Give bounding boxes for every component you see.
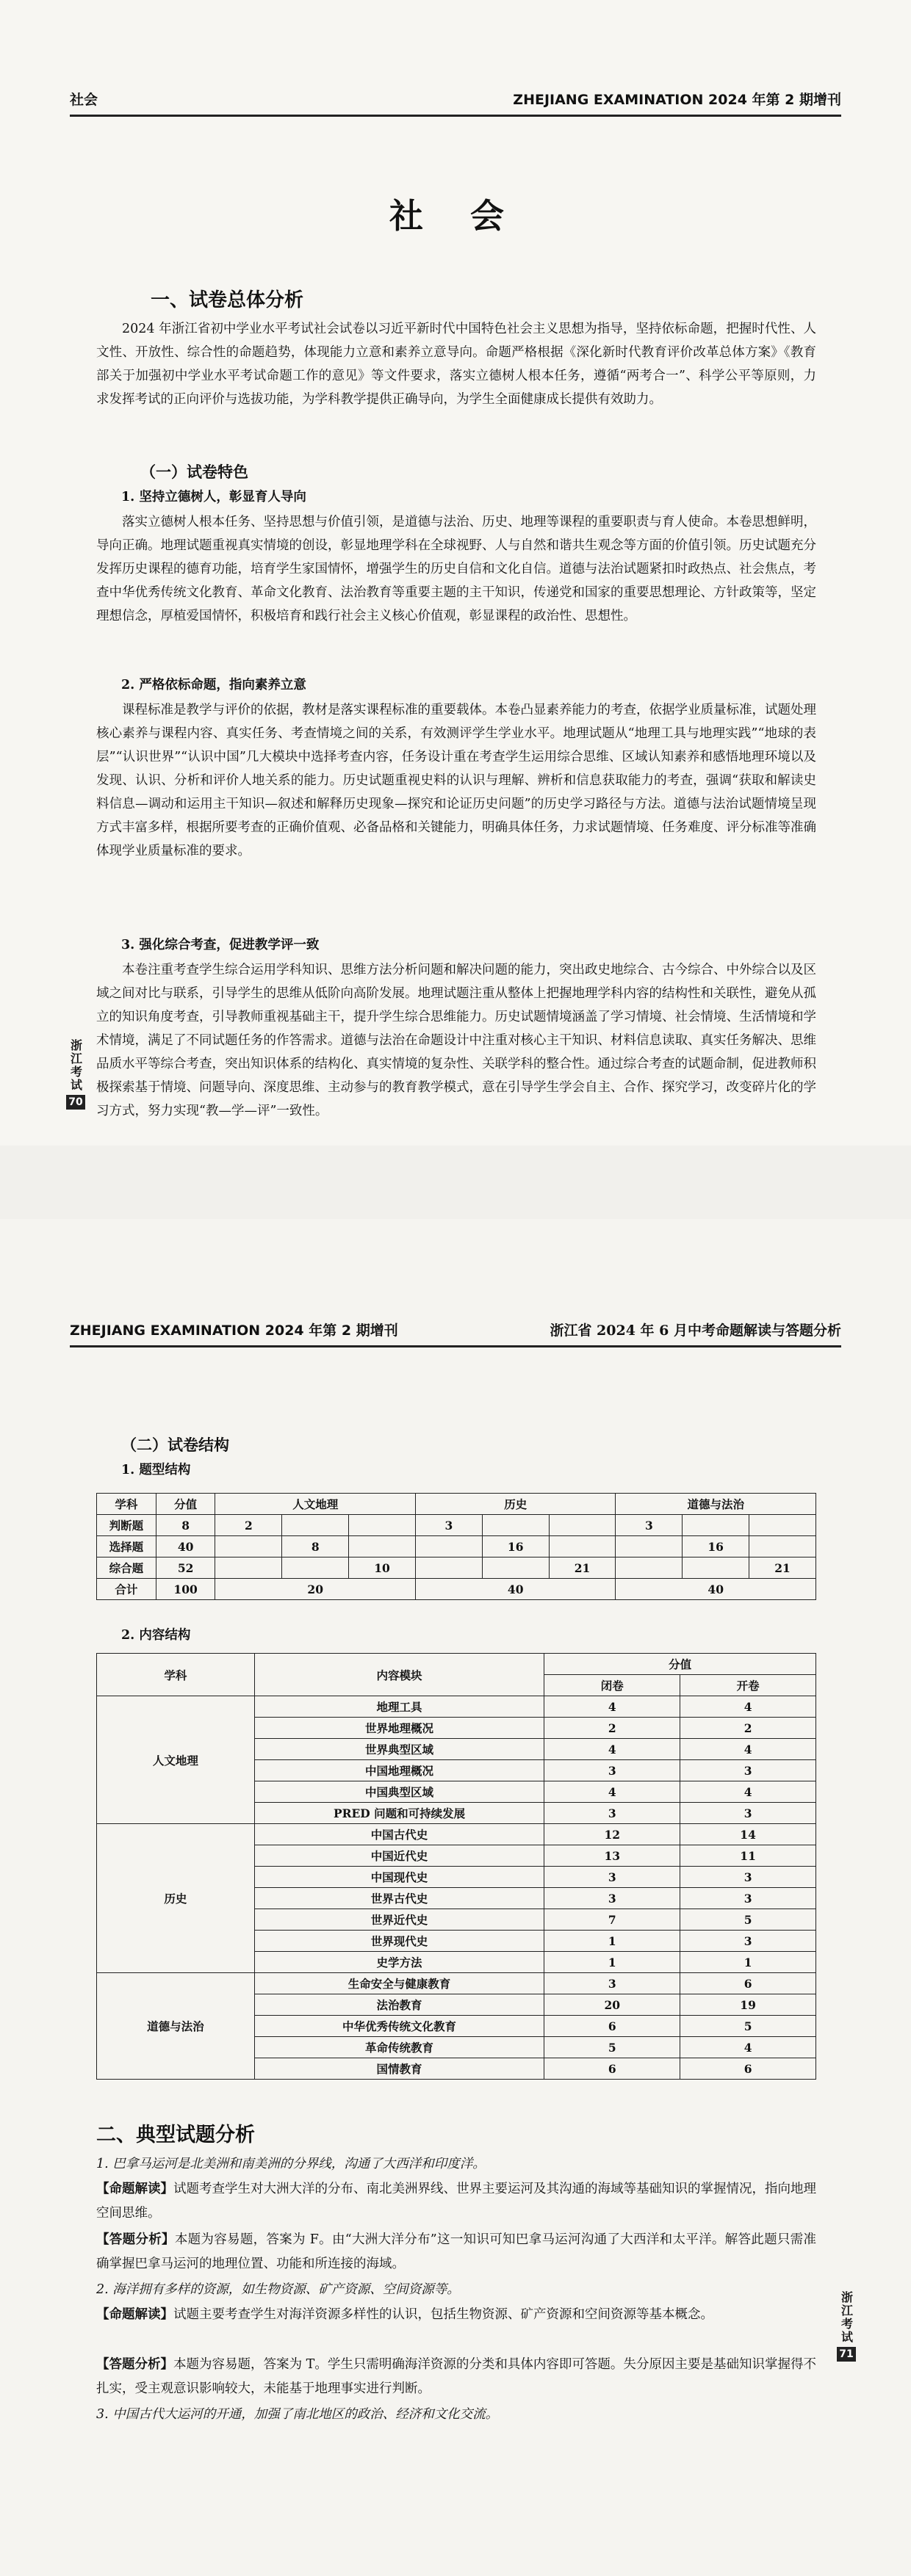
cell [282,1557,349,1579]
table-row [97,1973,816,1994]
score-cell: 13 [544,1845,680,1867]
cell [282,1515,349,1536]
header-cell: 道德与法治 [616,1494,816,1515]
cell [215,1557,282,1579]
item-paragraph: 本卷注重考查学生综合运用学科知识、思维方法分析问题和解决问题的能力，突出政史地综合、古今综合、中外综合以及区域之间对比与联系，引导学生的思维从低阶向高阶发展。地理试题注重从整体上把握地理学科内容的结构性和关联性，避免从孤立的知识角度考查，引导教师重视基础主干，提升学生综合思维能力。历史试题情境涵盖了学习情境、社会情境、生活情境和学术情境，满足了不同试题任务的作答需求。道德与法治在命题设计中注重对核心主干知识、材料信息读取、真实任务解决、思维品质水平等综合考查，突出知识体系的结构化、真实情境的复杂性、关联学科的整合性。通过综合考查的试题命制，促进教师积极探索基于情境、问题导向、深度思维、主动参与的教育教学模式，意在引导学生学会自主、合作、探究学习，改变碎片化的学习方式，努力实现“教—学—评”一致性。 [96,963,816,1118]
score-cell: 12 [544,1824,680,1845]
intro-paragraph: 2024 年浙江省初中学业水平考试社会试卷以习近平新时代中国特色社会主义思想为指导，坚持依标命题，把握时代性、人文性、开放性、综合性的命题趋势，体现能力立意和素养立意导向。命题严格根据《深化新时代教育评价改革总体方案》《教育部关于加强初中学业水平考试命题工作的意见》等文件要求，落实立德树人根本任务，遵循“两考合一”、科学公平等原则，力求发挥考试的正向评价与选拔功能，为学科教学提供正确导向，为学生全面健康成长提供有效助力。 [96,322,816,407]
row-label: 判断题 [97,1515,156,1536]
subject-cell: 道德与法治 [97,1973,255,2080]
side-tab-label: 浙江考试 [68,1039,83,1092]
score-cell: 3 [680,1888,816,1909]
cell: 8 [282,1536,349,1557]
cell: 16 [482,1536,549,1557]
cell [616,1536,683,1557]
page-number: 70 [66,1095,84,1110]
analysis-tag: 【命题解读】 [96,2307,173,2322]
analysis-block [96,2177,816,2226]
score-cell: 5 [680,2016,816,2037]
cell [616,1557,683,1579]
side-tab-label: 浙江考试 [839,2291,854,2344]
table-row [97,1557,816,1579]
score-cell: 4 [544,1739,680,1760]
score-cell: 1 [544,1952,680,1973]
table-total-row [97,1579,816,1600]
item-heading: 3. 强化综合考查，促进教学评一致 [121,938,320,952]
header-cell: 分值 [544,1654,816,1675]
module-cell: 世界现代史 [254,1931,544,1952]
question-item: 3. 中国古代大运河的开通，加强了南北地区的政治、经济和文化交流。 [96,2407,499,2422]
row-label: 选择题 [97,1536,156,1557]
score-cell: 4 [680,2037,816,2058]
table-caption: 1. 题型结构 [121,1463,191,1477]
module-cell: 地理工具 [254,1696,544,1718]
score-cell: 4 [680,1781,816,1803]
module-cell: PRED 问题和可持续发展 [254,1803,544,1824]
cell [415,1536,482,1557]
module-cell: 国情教育 [254,2058,544,2080]
subsection-heading: （一）试卷特色 [140,463,248,481]
table-row [97,1824,816,1845]
cell [415,1557,482,1579]
score-cell: 7 [544,1909,680,1931]
score-cell: 6 [680,1973,816,1994]
item-heading: 1. 坚持立德树人，彰显育人导向 [121,490,306,504]
module-cell: 世界地理概况 [254,1718,544,1739]
cell: 40 [156,1536,215,1557]
score-cell: 3 [544,1888,680,1909]
item-heading: 2. 严格依标命题，指向素养立意 [121,678,306,692]
score-cell: 4 [680,1696,816,1718]
question-type-table [96,1493,816,1600]
cell [349,1536,416,1557]
score-cell: 3 [544,1803,680,1824]
side-tab [65,1039,87,1110]
score-cell: 5 [544,2037,680,2058]
header-cell: 历史 [415,1494,615,1515]
item-paragraph: 课程标准是教学与评价的依据，教材是落实课程标准的重要载体。本卷凸显素养能力的考查，依据学业质量标准，试题处理核心素养与课程内容、真实任务、考查情境之间的关系，有效测评学生学业水平。地理试题从“地理工具与地理实践”“地球的表层”“认识世界”“认识中国”几大模块中选择考查内容，任务设计重在考查学生运用综合思维、区域认知素养和感悟地理环境以及发现、认识、分析和评价人地关系的能力。历史试题重视史料的认识与理解、辨析和信息获取能力的考查，强调“获取和解读史料信息—调动和运用主干知识—叙述和解释历史现象—探究和论证历史问题”的历史学习路径与方法。道德与法治试题情境呈现方式丰富多样，根据所要考查的正确价值观、必备品格和关键能力，明确具体任务，力求试题情境、任务难度、评分标准等准确体现学业质量标准的要求。 [96,703,816,858]
header-journal: ZHEJIANG EXAMINATION 2024 年第 2 期增刊 [513,92,841,108]
module-cell: 中华优秀传统文化教育 [254,2016,544,2037]
header-cell: 闭卷 [544,1675,680,1696]
question-item: 2. 海洋拥有多样的资源，如生物资源、矿产资源、空间资源等。 [96,2282,460,2297]
row-label: 综合题 [97,1557,156,1579]
analysis-block [96,2303,816,2327]
page-gap [0,1146,911,1219]
score-cell: 3 [544,1867,680,1888]
score-cell: 3 [544,1973,680,1994]
score-cell: 2 [544,1718,680,1739]
cell: 21 [549,1557,616,1579]
analysis-tag: 【答题分析】 [96,2357,174,2372]
cell [749,1515,816,1536]
cell: 40 [616,1579,816,1600]
module-cell: 中国地理概况 [254,1760,544,1781]
module-cell: 世界古代史 [254,1888,544,1909]
score-cell: 11 [680,1845,816,1867]
cell: 2 [215,1515,282,1536]
table-caption: 2. 内容结构 [121,1628,191,1643]
analysis-block [96,2228,816,2276]
row-label: 合计 [97,1579,156,1600]
score-cell: 2 [680,1718,816,1739]
table-row [97,1536,816,1557]
table-row [97,1696,816,1718]
cell [482,1557,549,1579]
analysis-block [96,2353,816,2401]
header-section: 社会 [70,92,98,108]
score-cell: 6 [680,2058,816,2080]
analysis-text: 本题为容易题，答案为 T。学生只需明确海洋资源的分类和具体内容即可答题。失分原因主要是基础知识掌握得不扎实，受主观意识影响较大，未能基于地理事实进行判断。 [96,2357,816,2396]
module-cell: 法治教育 [254,1994,544,2016]
cell: 100 [156,1579,215,1600]
page-title: 社 会 [389,196,522,236]
score-cell: 3 [680,1867,816,1888]
subsection-heading: （二）试卷结构 [121,1436,229,1454]
score-cell: 4 [544,1696,680,1718]
subject-cell: 人文地理 [97,1696,255,1824]
table-header-row [97,1654,816,1675]
module-cell: 革命传统教育 [254,2037,544,2058]
score-cell: 4 [544,1781,680,1803]
cell: 10 [349,1557,416,1579]
cell: 52 [156,1557,215,1579]
content-structure-table [96,1653,816,2080]
subject-cell: 历史 [97,1824,255,1973]
score-cell: 19 [680,1994,816,2016]
cell [749,1536,816,1557]
score-cell: 14 [680,1824,816,1845]
item-paragraph: 落实立德树人根本任务、坚持思想与价值引领，是道德与法治、历史、地理等课程的重要职责与育人使命。本卷思想鲜明，导向正确。地理试题重视真实情境的创设，彰显地理学科在全球视野、人与自然和谐共生观念等方面的价值引领。历史试题充分发挥历史课程的德育功能，培育学生家国情怀，增强学生的历史自信和文化自信。道德与法治试题紧扣时政热点、社会焦点，考查中华优秀传统文化教育、革命文化教育、法治教育等重要主题的主干知识，传递党和国家的重要思想理论、方针政策等，坚定理想信念，厚植爱国情怀，积极培育和践行社会主义核心价值观，彰显课程的政治性、思想性。 [96,515,816,623]
cell [215,1536,282,1557]
running-header [70,1307,841,1347]
score-cell: 1 [544,1931,680,1952]
score-cell: 4 [680,1739,816,1760]
cell: 21 [749,1557,816,1579]
header-cell: 开卷 [680,1675,816,1696]
running-header [70,76,841,117]
cell: 20 [215,1579,415,1600]
header-series: 浙江省 2024 年 6 月中考命题解读与答题分析 [550,1323,841,1339]
table-header-row [97,1494,816,1515]
module-cell: 中国现代史 [254,1867,544,1888]
module-cell: 中国近代史 [254,1845,544,1867]
score-cell: 20 [544,1994,680,2016]
analysis-tag: 【答题分析】 [96,2232,175,2247]
module-cell: 世界近代史 [254,1909,544,1931]
analysis-text: 本题为容易题，答案为 F。由“大洲大洋分布”这一知识可知巴拿马运河沟通了大西洋和太平洋。解答此题只需准确掌握巴拿马运河的地理位置、功能和所连接的海域。 [96,2232,816,2271]
cell: 40 [415,1579,615,1600]
question-item: 1. 巴拿马运河是北美洲和南美洲的分界线，沟通了大西洋和印度洋。 [96,2157,486,2171]
score-cell: 3 [544,1760,680,1781]
header-cell: 学科 [97,1494,156,1515]
score-cell: 5 [680,1909,816,1931]
cell: 8 [156,1515,215,1536]
cell [349,1515,416,1536]
cell [549,1515,616,1536]
cell [683,1557,749,1579]
score-cell: 6 [544,2058,680,2080]
score-cell: 3 [680,1931,816,1952]
cell [482,1515,549,1536]
header-journal: ZHEJIANG EXAMINATION 2024 年第 2 期增刊 [70,1323,398,1339]
analysis-text: 试题主要考查学生对海洋资源多样性的认识，包括生物资源、矿产资源和空间资源等基本概念。 [173,2307,713,2322]
page-number: 71 [837,2347,855,2362]
cell: 3 [415,1515,482,1536]
page-left [0,0,911,1219]
module-cell: 生命安全与健康教育 [254,1973,544,1994]
cell [683,1515,749,1536]
module-cell: 世界典型区域 [254,1739,544,1760]
module-cell: 中国古代史 [254,1824,544,1845]
cell [549,1536,616,1557]
module-cell: 中国典型区域 [254,1781,544,1803]
side-tab [835,2291,857,2362]
section-heading: 二、典型试题分析 [96,2124,255,2146]
cell: 3 [616,1515,683,1536]
analysis-tag: 【命题解读】 [96,2182,173,2196]
score-cell: 6 [544,2016,680,2037]
header-cell: 学科 [97,1654,255,1696]
header-cell: 内容模块 [254,1654,544,1696]
score-cell: 3 [680,1803,816,1824]
cell: 16 [683,1536,749,1557]
section-heading: 一、试卷总体分析 [151,289,304,311]
header-cell: 人文地理 [215,1494,415,1515]
module-cell: 史学方法 [254,1952,544,1973]
score-cell: 1 [680,1952,816,1973]
score-cell: 3 [680,1760,816,1781]
header-cell: 分值 [156,1494,215,1515]
analysis-text: 试题考查学生对大洲大洋的分布、南北美洲界线、世界主要运河及其沟通的海域等基础知识的掌握情况，指向地理空间思维。 [96,2182,816,2221]
table-row [97,1515,816,1536]
